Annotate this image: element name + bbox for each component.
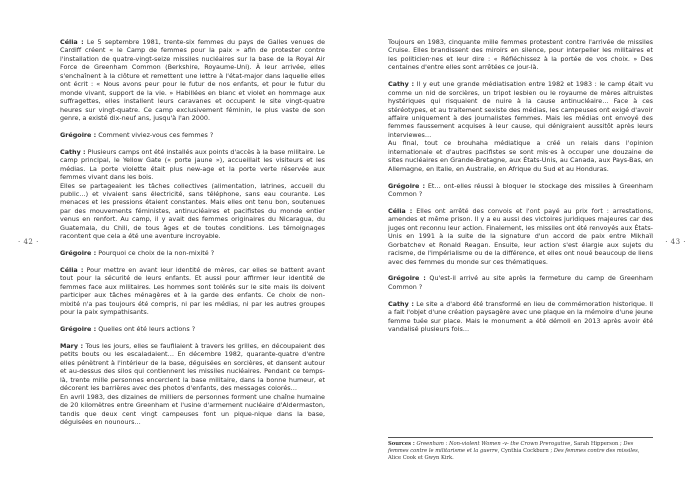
paragraph-text: En avril 1983, des dizaines de milliers de personnes forment une chaîne humaine de 20 kilomètres entre Greenham et l'usine d'armement nucléaire d'Aldermaston, tandis que deux cent vingt campeuses font un pique-nique dans la base, déguisées en nounours… (60, 392, 325, 427)
paragraph (60, 342, 325, 393)
paragraph-text: Quelles ont été leurs actions ? (96, 325, 196, 334)
speaker-name: Cathy : (60, 147, 86, 156)
speaker-name: Mary : (60, 341, 84, 350)
left-column (60, 38, 325, 426)
speaker-name: Cathy : (388, 80, 415, 89)
paragraph-text: Elles ont arrêté des convois et l'ont payé au prix fort : arrestations, amendes et même prison. Il y a eu aussi des victoires juridiques majeures car des juges ont reconnu leur action. Finalement, les missiles ont été renvoyés aux États-Unis en 1991 à la suite de la signature d'un accord de paix entre Mikhaïl Gorbatchev et Ronald Reagan. Ensuite, leur action s'est élargie aux sujets du racisme, de l'impérialisme ou de la différence, et elles ont noué beaucoup de liens avec des femmes du monde sur ces thématiques. (388, 206, 653, 266)
paragraph (388, 38, 653, 72)
paragraph (388, 80, 653, 139)
paragraph (388, 182, 653, 199)
paragraph (60, 249, 325, 257)
paragraph-text: Tous les jours, elles se faufilaient à travers les grilles, en découpaient des petits bouts ou les escaladaient… En décembre 1982, quarante-quatre d'entre elles pénètrent à l'intérieur de la base, déguisées en sorcières, et dansent autour et au-dessus des silos qui contiennent les missiles nucléaires. Pendant ce temps-là, trente mille personnes encerclent la base militaire, dans la bonne humeur, et décorent les barrières avec des photos d'enfants, des messages colorés… (60, 341, 326, 393)
page-number-left: · 42 · (18, 238, 39, 246)
paragraph (60, 131, 325, 139)
paragraph-text: Le site a d'abord été transformé en lieu de commémoration historique. Il a fait l'objet d'une création paysagère avec une plaque en la mémoire d'une jeune femme tuée sur place. Mais le monument a été démoli en 2013 après avoir été vandalisé plusieurs fois… (388, 299, 654, 334)
paragraph-text: Comment viviez-vous ces femmes ? (96, 130, 214, 139)
paragraph (60, 266, 325, 317)
source-author: , Sarah Hipperson ; (570, 441, 624, 447)
speaker-name: Célia : (60, 38, 84, 46)
source-title: Des femmes contre des missiles (553, 448, 638, 454)
paragraph-text: Toujours en 1983, cinquante mille femmes protestent contre l'arrivée de missiles Cruise. Elles brandissent des miroirs en silence, pour interpeller les militaires et les politicien·nes et leur dire : « Réfléchissez à la portée de vos choix. » Des centaines d'entre elles sont arrêtées ce jour-là. (388, 38, 653, 72)
speaker-name: Grégoire : (388, 181, 425, 190)
speaker-name: Célia : (60, 265, 84, 274)
paragraph (60, 148, 325, 182)
paragraph-text: Pourquoi ce choix de la non-mixité ? (96, 249, 215, 258)
paragraph (388, 207, 653, 266)
paragraph-text: Plusieurs camps ont été installés aux points d'accès à la base militaire. Le camp principal, le Yellow Gate (« porte jaune »), accueillait les visiteurs et les médias. La porte violette était plus new-age et la porte verte réservée aux femmes vivant dans les bois. (60, 147, 325, 182)
paragraph-text: Et… ont-elles réussi à bloquer le stockage des missiles à Greenham Common ? (388, 181, 653, 199)
paragraph-text: Il y eut une grande médiatisation entre 1982 et 1983 : le camp était vu comme un nid de sorcières, un tripot lesbien ou le royaume de mères altruistes hystériques qui risquaient de nuire à la cause antinucléaire… Face à ces stéréotypes, et au traitement sexiste des médias, les campeuses ont exigé d'avoir affaire uniquement à des journalistes femmes. Mais les médias ont envoyé des femmes faussement acquises à leur cause, qui dénigraient aussitôt après leurs interviewes… (388, 80, 653, 139)
speaker-name: Grégoire : (60, 130, 97, 139)
paragraph-text: Elles se partageaient les tâches collectives (alimentation, latrines, accueil du public…) et vivaient sans électricité, sans téléphone, sans eau courante. Les menaces et les pressions étaient constantes. Mais elles ont tenu bon, soutenues par des mouvements féministes, antinucléaires et pacifistes du monde entier venus en renfort. Au camp, il y avait des femmes originaires du Nicaragua, du Guatemala, du Chili, de tous âges et de toutes conditions. Les témoignages racontent que cela a été une aventure incroyable. (60, 181, 325, 241)
source-author: , Cynthia Cockburn ; (497, 448, 554, 454)
right-column (388, 38, 653, 342)
paragraph-text: Le 5 septembre 1981, trente-six femmes du pays de Galles venues de Cardiff créent « le Camp de femmes pour la paix » afin de protester contre l'installation de quatre-vingt-seize missiles nucléaires sur la base de la Royal Air Force de Greenham Common (Berkshire, Royaume-Uni). À leur arrivée, elles s'enchaînent à la clôture et remettent une lettre à l'état-major dans laquelle elles ont écrit : « Nous avons peur pour le futur de nos enfants, et pour le futur du monde vivant, support de la vie. » Habillées en blanc et violet en hommage aux suffragettes, elles installent leurs caravanes et occupent le site vingt-quatre heures sur vingt-quatre. Ce camp exclusivement féminin, le plus vaste de son genre, a existé dix-neuf ans, jusqu'à l'an 2000. (60, 38, 326, 123)
paragraph (60, 38, 325, 123)
paragraph (388, 300, 653, 334)
paragraph (388, 274, 653, 291)
speaker-name: Grégoire : (60, 249, 97, 258)
sources-footnote (388, 437, 653, 462)
speaker-name: Cathy : (388, 299, 414, 308)
speaker-name: Grégoire : (60, 325, 97, 334)
source-author: , Alice Cook et Gwyn Kirk. (388, 448, 640, 461)
paragraph-text: Pour mettre en avant leur identité de mères, car elles se battent avant tout pour la sécurité de leurs enfants. Et aussi pour affirmer leur identité de femmes face aux militaires. Les hommes sont tolérés sur le site mais ils doivent participer aux tâches ménagères et à la garde des enfants. Ce choix de non-mixité n'a pas toujours été compris, ni par les médias, ni par les autres groupes pour la paix sympathisants. (60, 265, 325, 317)
sources-label: Sources : (388, 441, 415, 447)
page-number-right: · 43 · (665, 238, 686, 246)
paragraph (60, 182, 325, 241)
paragraph-text: Au final, tout ce brouhaha médiatique a créé un relais dans l'opinion internationale et d'autres pacifistes se sont mis·es à occuper une douzaine de sites nucléaires en Grande-Bretagne, aux États-Unis, au Canada, aux Pays-Bas, en Allemagne, en Italie, en Australie, en Afrique du Sud et au Honduras. (388, 139, 653, 173)
speaker-name: Célia : (388, 206, 413, 215)
paragraph-text: Qu'est-il arrivé au site après la fermeture du camp de Greenham Common ? (388, 274, 653, 291)
paragraph (60, 393, 325, 427)
source-title: Des femmes contre le militarisme et la guerre (388, 441, 634, 454)
source-title: Greenham : Non-violent Women -v- the Crown Prerogative (416, 441, 571, 447)
paragraph (388, 139, 653, 173)
paragraph (60, 325, 325, 333)
speaker-name: Grégoire : (388, 274, 426, 283)
